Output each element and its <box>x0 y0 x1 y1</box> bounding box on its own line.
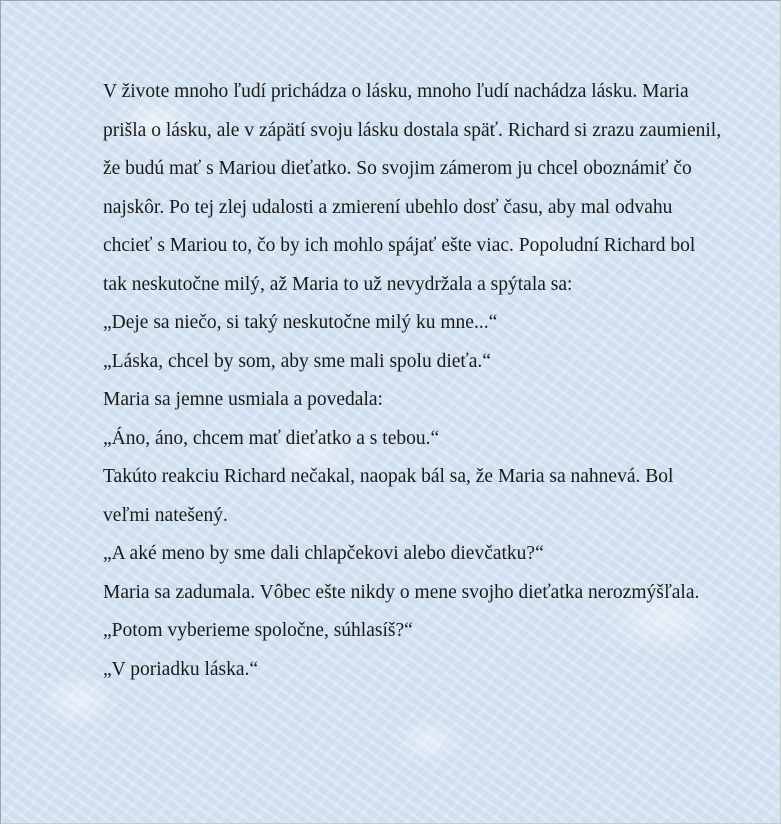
narration-line: Maria sa zadumala. Vôbec ešte nikdy o mene svojho dieťatka nerozmýšľala. <box>103 581 700 603</box>
dialogue-line: „Deje sa niečo, si taký neskutočne milý ku mne...“ <box>103 312 498 333</box>
narration-line: Takúto reakciu Richard nečakal, naopak bál sa, že Maria sa nahnevá. Bol veľmi natešený. <box>103 466 674 526</box>
dialogue-line: „V poriadku láska.“ <box>103 658 259 680</box>
dialogue-line: „A aké meno by sme dali chlapčekovi alebo dievčatku?“ <box>103 543 544 564</box>
narration-line: Maria sa jemne usmiala a povedala: <box>103 389 383 410</box>
dialogue-line: „Potom vyberieme spoločne, súhlasíš?“ <box>103 620 413 641</box>
paragraph-intro: V živote mnoho ľudí prichádza o lásku, mnoho ľudí nachádza lásku. Maria prišla o lásku, ale v zápätí svoju lásku dostala späť. Richard si zrazu zaumienil, že budú mať s Mariou dieťatko. So svojim zámerom ju chcel oboznámiť čo najskôr. Po tej zlej udalosti a zmierení ubehlo dosť času, aby mal odvahu chcieť s Mariou to, čo by ich mohlo spájať ešte viac. Popoludní Richard bol tak neskutočne milý, až Maria to už nevydržala a spýtala sa: <box>103 81 722 295</box>
story-text <box>103 73 723 689</box>
dialogue-line: „Láska, chcel by som, aby sme mali spolu dieťa.“ <box>103 350 491 372</box>
dialogue-line: „Áno, áno, chcem mať dieťatko a s tebou.“ <box>103 427 440 449</box>
